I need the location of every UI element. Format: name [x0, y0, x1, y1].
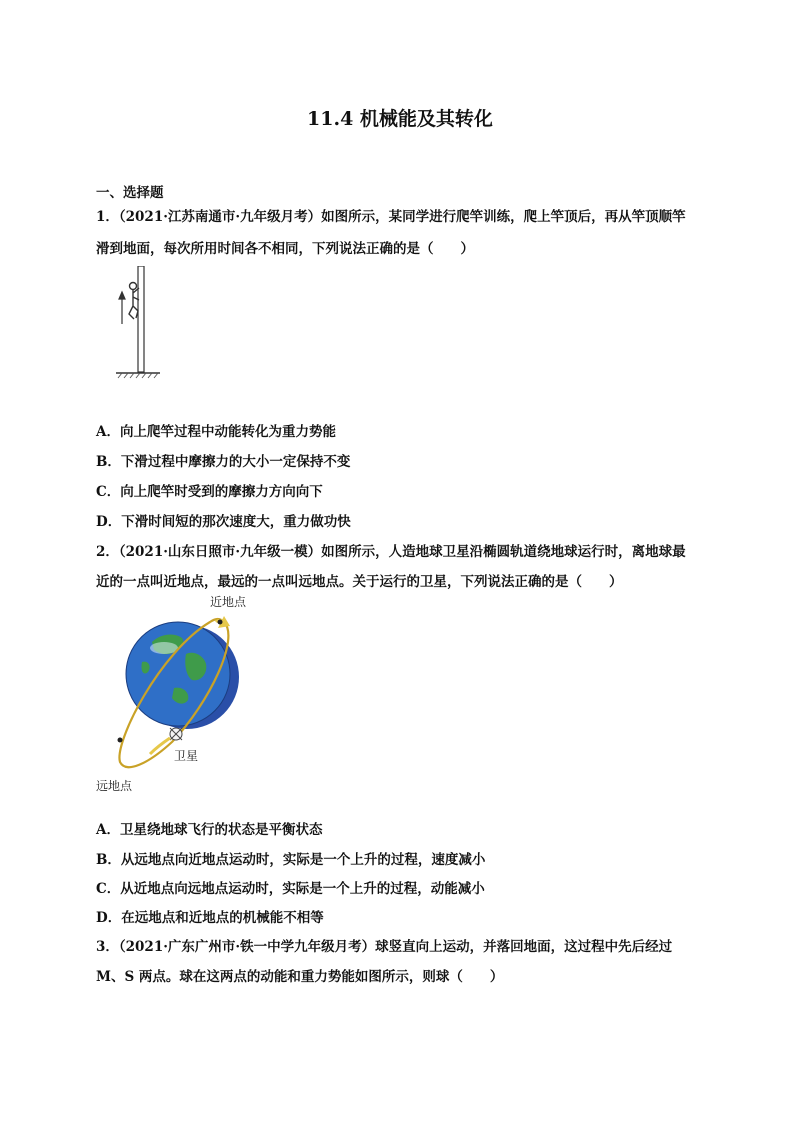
q2-option-d: D．在远地点和近地点的机械能不相等 [96, 910, 324, 926]
q1-option-d: D．下滑时间短的那次速度大，重力做功快 [96, 514, 351, 530]
q1-option-c: C．向上爬竿时受到的摩擦力方向向下 [96, 484, 323, 500]
q2-stem-line1: 2．（2021·山东日照市·九年级一模）如图所示，人造地球卫星沿椭圆轨道绕地球运行时，离地球最 [96, 544, 686, 560]
pole-climbing-figure [112, 266, 162, 382]
perigee-label: 近地点 [210, 595, 247, 609]
ground-hatch [118, 373, 158, 378]
q1-stem-line1: 1．（2021·江苏南通市·九年级月考）如图所示，某同学进行爬竿训练，爬上竿顶后，再从竿顶顺竿 [96, 209, 686, 225]
q3-stem-line1: 3．（2021·广东广州市·铁一中学九年级月考）球竖直向上运动，并落回地面，这过程中先后经过 [96, 939, 673, 955]
apogee-point [118, 738, 123, 743]
q1-option-b: B．下滑过程中摩擦力的大小一定保持不变 [96, 454, 351, 470]
up-arrow-icon [119, 292, 125, 324]
satellite-label: 卫星 [174, 749, 199, 763]
q1-stem-line2: 滑到地面，每次所用时间各不相同，下列说法正确的是（ ） [96, 241, 474, 257]
satellite-icon [170, 728, 182, 740]
perigee-point [218, 620, 223, 625]
q2-stem-line2: 近的一点叫近地点，最远的一点叫远地点。关于运行的卫星，下列说法正确的是（ ） [96, 574, 623, 590]
q1-option-a: A．向上爬竿过程中动能转化为重力势能 [96, 424, 336, 440]
earth-highlight [150, 642, 178, 654]
pole [138, 266, 144, 372]
q2-option-b: B．从远地点向近地点运动时，实际是一个上升的过程，速度减小 [96, 852, 486, 868]
q3-stem-line2: M、S 两点。球在这两点的动能和重力势能如图所示，则球（ ） [96, 969, 504, 985]
apogee-label: 远地点 [96, 779, 133, 793]
page-title: 11.4 机械能及其转化 [307, 108, 493, 130]
satellite-orbit-figure [90, 592, 265, 797]
section-heading: 一、选择题 [96, 185, 164, 201]
q2-option-a: A．卫星绕地球飞行的状态是平衡状态 [96, 822, 323, 838]
q2-option-c: C．从近地点向远地点运动时，实际是一个上升的过程，动能减小 [96, 881, 485, 897]
